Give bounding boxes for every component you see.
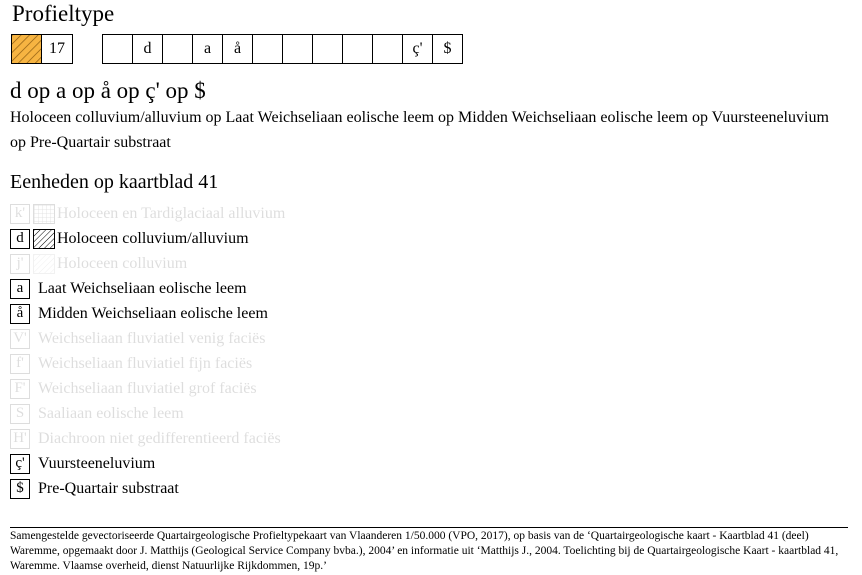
profile-description: Holoceen colluvium/alluvium op Laat Weichseliaan eolische leem op Midden Weichseliaan eolische leem op Vuursteeneluvium op Pre-Quartair substraat bbox=[10, 109, 829, 151]
profile-cell: d bbox=[132, 34, 163, 64]
profile-cell bbox=[252, 34, 283, 64]
legend-code: $ bbox=[10, 479, 30, 499]
legend-code: d bbox=[10, 229, 30, 249]
profile-cell: å bbox=[222, 34, 253, 64]
profile-number: 17 bbox=[41, 34, 73, 64]
legend-label: Weichseliaan fluviatiel venig faciës bbox=[38, 329, 266, 347]
profile-cell: a bbox=[192, 34, 223, 64]
legend-item bbox=[10, 226, 285, 251]
legend-item bbox=[10, 351, 285, 376]
legend-item bbox=[10, 301, 285, 326]
legend bbox=[10, 201, 285, 501]
legend-label: Pre-Quartair substraat bbox=[38, 479, 179, 497]
legend-item bbox=[10, 401, 285, 426]
legend-code: k' bbox=[10, 204, 30, 224]
page-title: Profieltype bbox=[12, 1, 115, 26]
legend-label: Midden Weichseliaan eolische leem bbox=[38, 304, 268, 322]
legend-label: Weichseliaan fluviatiel fijn faciës bbox=[38, 354, 253, 372]
legend-label: Laat Weichseliaan eolische leem bbox=[38, 279, 247, 297]
legend-item bbox=[10, 426, 285, 451]
legend-code: F' bbox=[10, 379, 30, 399]
legend-label: Saaliaan eolische leem bbox=[38, 404, 184, 422]
legend-code: j' bbox=[10, 254, 30, 274]
legend-code: ç' bbox=[10, 454, 30, 474]
legend-label: Holoceen en Tardiglaciaal alluvium bbox=[57, 204, 286, 222]
footer-citation: Samengestelde gevectoriseerde Quartairgeologische Profieltypekaart van Vlaanderen 1/50.000 (VPO, 2017), op basis van de ‘Quartairgeologische kaart - Kaartblad 41 (deel) Waremme, opgemaakt door J. Matthijs (Geological Service Company bvba.), 2004’ en informatie uit ‘Matthijs J., 2004. Toelichting bij de Quartairgeologische Kaart - kaartblad 41, Waremme. Vlaamse overheid, dienst Natuurlijke Rijkdommen, 19p.’ bbox=[10, 530, 839, 572]
profile-cell bbox=[282, 34, 313, 64]
legend-item bbox=[10, 251, 285, 276]
legend-code: H' bbox=[10, 429, 30, 449]
grid-pattern-icon bbox=[33, 204, 55, 224]
legend-code: å bbox=[10, 304, 30, 324]
legend-label: Weichseliaan fluviatiel grof faciës bbox=[38, 379, 257, 397]
footer-divider bbox=[10, 527, 848, 528]
legend-code: f' bbox=[10, 354, 30, 374]
units-title: Eenheden op kaartblad 41 bbox=[10, 171, 219, 193]
legend-code: V' bbox=[10, 329, 30, 349]
legend-item bbox=[10, 476, 285, 501]
profile-cell bbox=[162, 34, 193, 64]
profile-gap bbox=[72, 34, 102, 64]
profile-cell bbox=[102, 34, 133, 64]
profile-color-swatch bbox=[11, 34, 42, 64]
profile-cell: $ bbox=[432, 34, 463, 64]
profile-cell bbox=[312, 34, 343, 64]
profile-code-line: d op a op å op ç' op $ bbox=[10, 78, 206, 103]
legend-item bbox=[10, 276, 285, 301]
legend-item bbox=[10, 326, 285, 351]
profile-cell bbox=[342, 34, 373, 64]
legend-label: Holoceen colluvium bbox=[57, 254, 188, 272]
legend-item bbox=[10, 376, 285, 401]
legend-code: S bbox=[10, 404, 30, 424]
legend-label: Diachroon niet gedifferentieerd faciës bbox=[38, 429, 281, 447]
light-hatch-pattern-icon bbox=[33, 254, 55, 274]
legend-code: a bbox=[10, 279, 30, 299]
legend-item bbox=[10, 201, 285, 226]
hatch-pattern-icon bbox=[33, 229, 55, 249]
hatched-swatch-icon bbox=[12, 35, 41, 63]
profile-strip bbox=[11, 34, 462, 64]
legend-item bbox=[10, 451, 285, 476]
profile-cell: ç' bbox=[402, 34, 433, 64]
legend-label: Holoceen colluvium/alluvium bbox=[57, 229, 249, 247]
profile-cell bbox=[372, 34, 403, 64]
legend-label: Vuursteeneluvium bbox=[38, 454, 156, 472]
